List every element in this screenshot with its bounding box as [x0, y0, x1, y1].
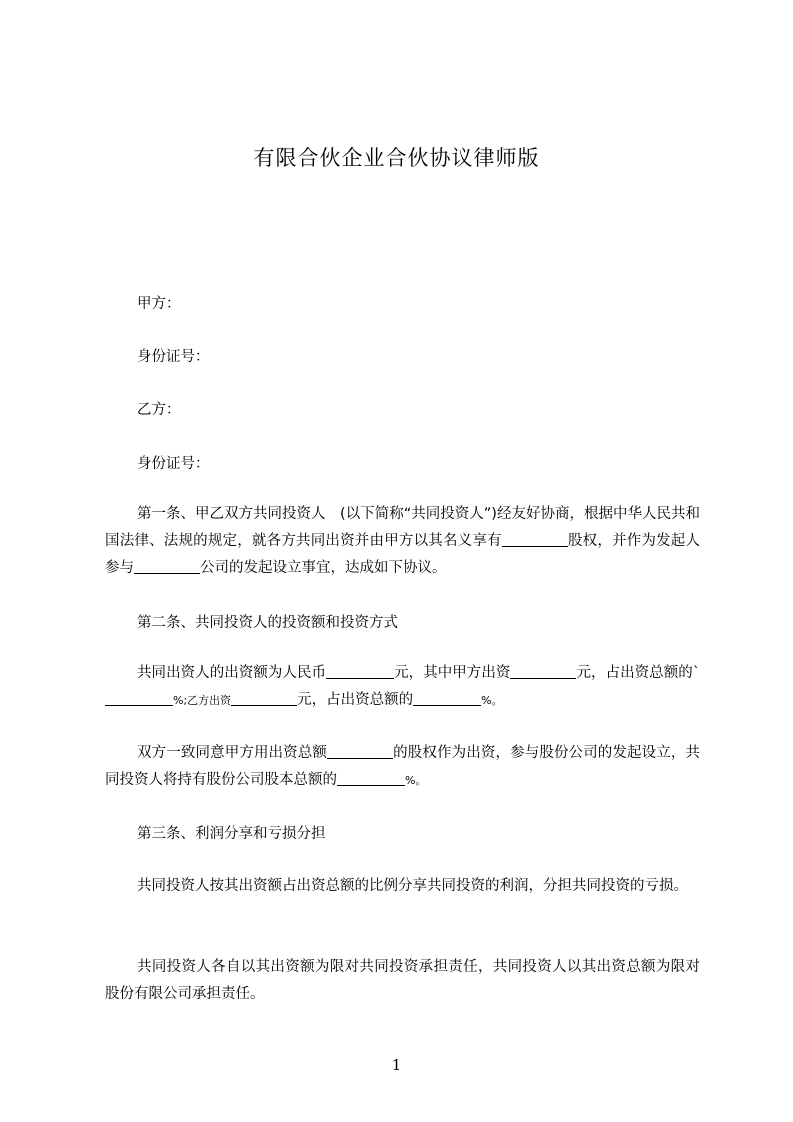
article-2-p1-text-b: 元，其中甲方出资 [394, 665, 511, 681]
article-2-p1-text-d: %;乙方出资 [173, 694, 232, 707]
article-2-p1-text-e: 元，占出资总额的 [297, 692, 414, 708]
blank-line [337, 771, 405, 786]
article-2-p2-text-a: 双方一致同意甲方用出资总额 [137, 745, 328, 761]
party-b-field: 乙方： [137, 402, 181, 418]
article-2-heading: 第二条、共同投资人的投资额和投资方式 [137, 615, 398, 631]
article-3-paragraph-2: 共同投资人各自以其出资额为限对共同投资承担责任，共同投资人以其出资总额为限对股份有限公司承担责任。 [105, 959, 700, 1002]
blank-line [502, 532, 568, 547]
party-a-field: 甲方： [137, 296, 181, 312]
blank-line [231, 691, 297, 706]
blank-line [510, 664, 576, 679]
party-a-id-field: 身份证号： [137, 349, 210, 365]
blank-line [105, 691, 173, 706]
article-2-p1-text-c: 元，占出资总额的` [576, 665, 701, 681]
party-b-id-field: 身份证号： [137, 456, 210, 472]
article-1-text-2: 股权，并作为发起人参与 [105, 533, 700, 576]
article-2-p1-text-a: 共同出资人的出资额为人民币 [137, 665, 327, 681]
page-number: 1 [391, 1056, 402, 1074]
article-1-paragraph [105, 501, 700, 582]
article-3-heading: 第三条、利润分享和亏损分担 [137, 826, 326, 842]
article-3-paragraph-1: 共同投资人按其出资额占出资总额的比例分享共同投资的利润，分担共同投资的亏损。 [137, 878, 688, 894]
article-2-p2-text-c: %。 [405, 774, 427, 787]
article-1-text-1: 第一条、甲乙双方共同投资人 (以下简称“共同投资人”)经友好协商，根据中华人民共和国法律、法规的规定，就各方共同出资并由甲方以其名义享有 [105, 506, 700, 549]
article-2-p1-text-f: %。 [481, 694, 503, 707]
blank-line [413, 691, 481, 706]
article-1-text-3: 公司的发起设立事宜，达成如下协议。 [200, 560, 447, 576]
article-2-p2-text-b: 的股权作为出资，参与股份公司的发起设立，共同投资人将持有股份公司股本总额的 [105, 745, 700, 788]
article-2-paragraph-2 [105, 740, 700, 794]
blank-line [327, 744, 393, 759]
blank-line [134, 559, 200, 574]
blank-line [326, 664, 394, 679]
article-2-paragraph-1 [105, 660, 700, 714]
document-title: 有限合伙企业合伙协议律师版 [253, 146, 540, 170]
